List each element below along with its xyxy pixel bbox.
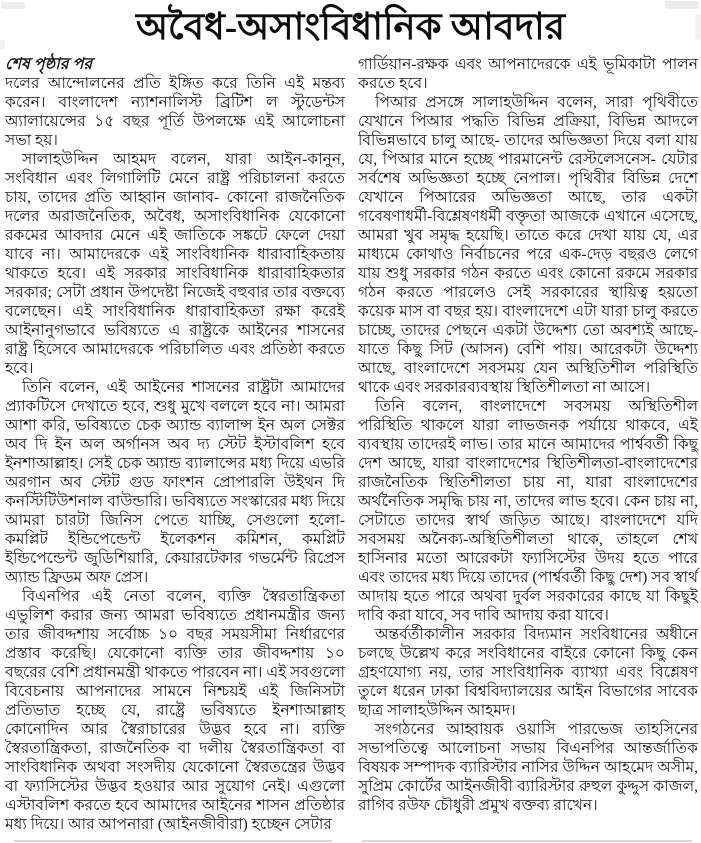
scan-artifact-right-edge — [695, 14, 701, 40]
article-column-right — [358, 55, 698, 834]
paragraph: পিআর প্রসঙ্গে সালাহউদ্দিন বলেন, সারা পৃথিবীতে যেখানে পিআর পদ্ধতি বিভিন্ন প্রক্রিয়া, বিভিন্ন আদলে বিভিন্নভাবে চালু আছে- তাদের অভিজ্ঞতা দিয়ে বলা যায় যে, পিআর মানে হচ্ছে পারমানেন্ট রেস্টলেসনেস- যেটার সর্বশেষ অভিজ্ঞতা হচ্ছে নেপাল। পৃথিবীর বিভিন্ন দেশে যেখানে পিআরের অভিজ্ঞতা আছে, তার একটা গবেষণাধর্মী-বিশ্লেষণধর্মী বক্তৃতা আজকে এখানে এসেছে, আমরা খুব সমৃদ্ধ হয়েছি। তাতে করে দেখা যায় যে, এর মাধ্যমে কোথাও নির্বাচনের পরে এক-দেড় বছরও লেগে যায় শুধু সরকার গঠন করতে এবং কোনো রকমে সরকার গঠন করতে পারলেও সেই সরকারের স্থায়িত্ব হয়তো কয়েক মাস বা বছর হয়। বাংলাদেশে এটা যারা চালু করতে চাচ্ছে, তাদের পেছনে একটা উদ্দেশ্য তো অবশ্যই আছে- যাতে কিছু সিট (আসন) বেশি পায়। আরেকটা উদ্দেশ্য আছে, বাংলাদেশে সবসময় যেন অস্থিতিশীল পরিস্থিতি থাকে এবং সরকারব্যবস্থায় স্থিতিশীলতা না আসে। — [358, 94, 698, 396]
paragraph: সালাহউদ্দিন আহমদ বলেন, যারা আইন-কানুন, সংবিধান এবং লিগালিটি মেনে রাষ্ট্র পরিচালনা করতে চায়, তাদের প্রতি আহ্বান জানাব- কোনো রাজনৈতিক দলের অরাজনৈতিক, অবৈধ, অসাংবিধানিক যেকোনো রকমের আবদার মেনে এই জাতিকে সঙ্কটে ফেলে দেয়া যাবে না। আমাদেরকে এই সাংবিধানিক ধারাবাহিকতায় থাকতে হবে। এই সরকার সাংবিধানিক ধারাবাহিকতার সরকার; সেটা প্রধান উপদেষ্টা নিজেই বহুবার তার বক্তব্যে বলেছেন। এই সাংবিধানিক ধারাবাহিকতা রক্ষা করেই আইনানুগভাবে ভবিষ্যতে এ রাষ্ট্রকে আইনের শাসনের রাষ্ট্র হিসেবে আমাদেরকে পরিচালিত এবং প্রতিষ্ঠা করতে হবে। — [5, 151, 345, 377]
paragraph: বিএনপির এই নেতা বলেন, ব্যক্তি স্বৈরতান্ত্রিকতা এভুলিশ করার জন্য আমরা ভবিষ্যতে প্রধানমন্ত্রীর জন্য তার জীবদ্দশায় সর্বোচ্চ ১০ বছর সময়সীমা নির্ধারণের প্রস্তাব করেছি। যেকোনো ব্যক্তি তার জীবদ্দশায় ১০ বছরের বেশি প্রধানমন্ত্রী থাকতে পারবেন না। এই সবগুলো বিবেচনায় আপনাদের সামনে নিশ্চয়ই এই জিনিসটা প্রতিভাত হচ্ছে যে, রাষ্ট্রে ভবিষ্যতে ইনশাআল্লাহ কোনোদিন আর স্বৈরাচারের উদ্ভব হবে না। ব্যক্তি স্বৈরতান্ত্রিকতা, রাজনৈতিক বা দলীয় স্বৈরতান্ত্রিকতা বা সাংবিধানিক অথবা সংসদীয় যেকোনো স্বৈরতন্ত্রের উদ্ভব বা ফ্যাসিস্টের উদ্ভব হওয়ার আর সুযোগ নেই। এগুলো এস্টাবলিশ করতে হবে আমাদের আইনের শাসন প্রতিষ্ঠার মধ্য দিয়ে। আর আপনারা (আইনজীবীরা) হচ্ছেন সেটার — [5, 588, 345, 833]
paragraph: সংগঠনের আহ্বায়ক ওয়াসি পারভেজ তাহসিনের সভাপতিত্বে আলোচনা সভায় বিএনপির আন্তর্জাতিক বিষয়ক সম্পাদক ব্যারিস্টার নাসির উদ্দিন আহমেদ অসীম, সুপ্রিম কোর্টের আইনজীবী ব্যারিস্টার রুহুল কুদ্দুস কাজল, রাগিব রউফ চৌধুরী প্রমুখ বক্তব্য রাখেন। — [358, 721, 698, 814]
paragraph: অন্তর্বর্তীকালীন সরকার বিদ্যমান সংবিধানের অধীনে চলছে উল্লেখ করে সংবিধানের বাইরে কোনো কিছু কেন গ্রহণযোগ্য নয়, তার সাংবিধানিক ব্যাখ্যা এবং বিশ্লেষণ তুলে ধরেন ঢাকা বিশ্ববিদ্যালয়ের আইন বিভাগের সাবেক ছাত্র সালাহউদ্দিন আহমদ। — [358, 626, 698, 719]
paragraph: তিনি বলেন, বাংলাদেশে সবসময় অস্থিতিশীল পরিস্থিতি থাকলে যারা লাভজনক পর্যায়ে থাকবে, এই ব্যবস্থায় তাদেরই লাভ। তার মানে আমাদের পার্শ্ববর্তী কিছু দেশ আছে, যারা বাংলাদেশের স্থিতিশীলতা-বাংলাদেশের রাজনৈতিক স্থিতিশীলতা চায় না, যারা বাংলাদেশের অর্থনৈতিক সমৃদ্ধি চায় না, তাদের লাভ হবে। কেন চায় না, সেটাতে তাদের স্বার্থ জড়িত আছে। বাংলাদেশে যদি সবসময় অনৈক্য-অস্থিতিশীলতা থাকে, তাহলে শেখ হাসিনার মতো আরেকটা ফ্যাসিস্টের উদয় হতে পারে এবং তাদের মধ্য দিয়ে তাদের (পার্শ্ববর্তী কিছু দেশ) সব স্বার্থ আদায় হতে পারে অথবা দুর্বল সরকারের কাছে যা কিছুই দাবি করা যাবে, সব দাবি আদায় করা যাবে। — [358, 398, 698, 624]
paragraph: দলের আন্দোলনের প্রতি ইঙ্গিত করে তিনি এই মন্তব্য করেন। বাংলাদেশ ন্যাশনালিস্ট ব্রিটিশ ল স্টুডেন্টস অ্যালায়েন্সের ১৫ বছর পূর্তি উপলক্ষে এই আলোচনা সভা হয়। — [5, 75, 345, 149]
article-column-left — [5, 55, 345, 834]
bottom-rule-left — [14, 840, 332, 842]
paragraph: গার্ডিয়ান-রক্ষক এবং আপনাদেরকে এই ভূমিকাটা পালন করতে হবে। — [358, 56, 698, 92]
scan-artifact-top-right — [665, 1, 699, 9]
continued-from-label: শেষ পৃষ্ঠার পর — [5, 56, 93, 73]
scan-artifact-left-edge — [0, 40, 5, 50]
article-headline: অবৈধ-অসাংবিধানিক আবদার — [135, 7, 566, 48]
bottom-rule-right — [362, 840, 692, 842]
scan-artifact-top-left — [1, 2, 25, 9]
article-body — [0, 55, 701, 834]
paragraph: তিনি বলেন, এই আইনের শাসনের রাষ্ট্রটা আমাদের প্র্যাকটিসে দেখাতে হবে, শুধু মুখে বললে হবে না। আমরা আশা করি, ভবিষ্যতে চেক অ্যান্ড ব্যালান্স ইন অল সেক্টর অব দি ইন অল অর্গানস অব দ্য স্টেট ইস্টাবলিশ হবে ইনশাআল্লাহ। সেই চেক অ্যান্ড ব্যালান্সের মধ্য দিয়ে এভরি অরগান অব স্টেট গুড ফাংশন প্রোপারলি উইথন দি কনস্টিটিউশনাল বাউন্ডারি। ভবিষ্যতে সংস্কারের মধ্য দিয়ে আমরা চারটা জিনিস পেতে যাচ্ছি, সেগুলো হলো- কমপ্লিট ইন্ডিপেন্ডেন্ট ইলেকশন কমিশন, কমপ্লিট ইন্ডিপেন্ডেন্ট জুডিশিয়ারি, কেয়ারটেকার গভর্মেন্ট রিপ্রেস অ্যান্ড ফ্রিডম অফ প্রেস। — [5, 379, 345, 586]
